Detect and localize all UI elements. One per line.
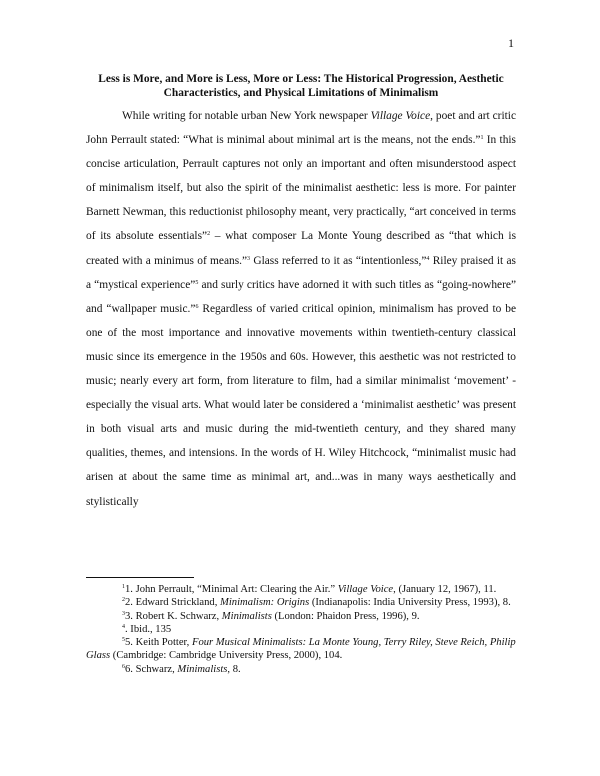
body-text: Glass referred to it as “intentionless,” xyxy=(250,254,427,267)
footnote-3: $^3$3. Robert K. Schwarz, Minimalists (London: Phaidon Press, 1996), 9. xyxy=(122,610,420,622)
footnote-6: $^6$6. Schwarz, Minimalists, 8. xyxy=(122,663,241,675)
title-line-2: Characteristics, and Physical Limitations of Minimalism xyxy=(163,87,439,99)
footnote-divider xyxy=(86,577,194,578)
footnote-1: $^1$1. John Perrault, “Minimal Art: Clearing the Air.” Village Voice, (January 12, 1967), 11. xyxy=(122,584,497,595)
body-text: In this concise articulation, Perrault captures not only an important and often misunderstood aspect of minimalism itself, but also the spirit of the minimalist aesthetic: less is more. For painter Barnett Newman, this reductionist philosophy meant, very practically, “art conceived in terms of its absolute essentials” xyxy=(86,134,516,243)
footnote-ref[interactable]: 3 xyxy=(247,255,251,262)
footnote-ref[interactable]: 6 xyxy=(195,303,199,310)
body-text: and surly critics have adorned it with such titles as “going-nowhere” and “wallpaper music.” xyxy=(86,278,517,315)
body-text: While writing for notable urban New York newspaper xyxy=(122,110,371,122)
body-text: – what composer La Monte Young described as “that which is created with a minimus of means.” xyxy=(86,230,516,267)
footnote-ref[interactable]: 4 xyxy=(426,255,430,262)
page-number: 1 xyxy=(508,36,514,50)
body-text: Regardless of varied critical opinion, minimalism has proved to be one of the most importance and innovative movements within twentieth-century classical music since its emergence in the 1950s and 60s. However, this aesthetic was not restricted to music; nearly every art form, from literature to film, had a similar minimalist ‘movement’ - especially the visual arts. What would later be considered a ‘minimalist aesthetic’ was present in both visual arts and music during the mid-twentieth century, and they shared many qualities, themes, and intensions. In the words of H. Wiley Hitchcock, “minimalist music had arisen at about the same time as minimal art, and...was in many ways aesthetically and stylistically xyxy=(86,302,517,508)
newspaper-name: Village Voice xyxy=(370,110,431,122)
footnote-ref[interactable]: 1 xyxy=(480,135,484,142)
footnotes xyxy=(86,583,516,676)
paper-title xyxy=(86,72,516,100)
footnote-5: $^5$5. Keith Potter, Four Musical Minimalists: La Monte Young, Terry Riley, Steve Reich, Philip Glass (Cambridge: Cambridge University Press, 2000), 104. xyxy=(86,637,516,662)
footnote-ref[interactable]: 2 xyxy=(207,231,211,238)
footnote-4: $^4$. Ibid., 135 xyxy=(122,623,172,635)
body-text: Riley praised it as a “mystical experience” xyxy=(86,254,516,291)
body-text: , poet and art critic John Perrault stated: “What is minimal about minimal art is the means, not the ends.” xyxy=(86,110,516,147)
footnote-2: $^2$2. Edward Strickland, Minimalism: Origins (Indianapolis: India University Press, 1993), 8. xyxy=(122,597,511,609)
body-paragraph xyxy=(86,104,516,514)
footnote-ref[interactable]: 5 xyxy=(195,279,199,286)
title-line-1: Less is More, and More is Less, More or Less: The Historical Progression, Aesthetic xyxy=(98,73,504,85)
